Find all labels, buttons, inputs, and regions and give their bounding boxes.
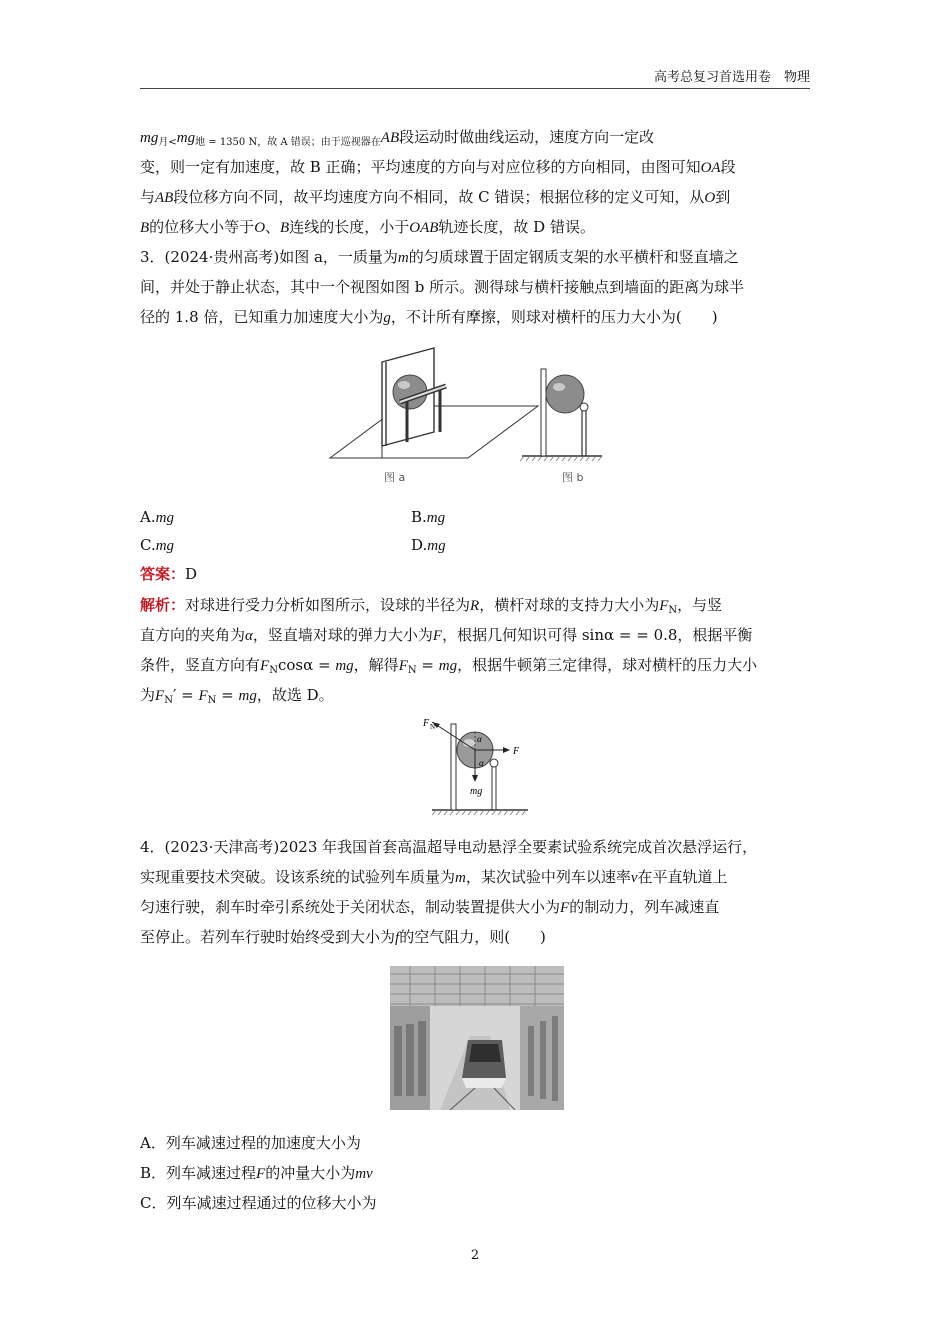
option-d: D.mg <box>411 536 446 554</box>
figure-a <box>330 348 538 484</box>
text-line: 径的 1.8 倍，已知重力加速度大小为g，不计所有摩擦，则球对横杆的压力大小为( ) <box>140 308 718 326</box>
force-analysis-diagram <box>418 714 538 818</box>
option-b: B．列车减速过程F的冲量大小为mv <box>140 1164 373 1182</box>
text-line: 直方向的夹角为α，竖直墙对球的弹力大小为F，根据几何知识可得 sinα = = 0.8，根据平衡 <box>140 626 753 644</box>
analysis-line: 解析：对球进行受力分析如图所示，设球的半径为R，横杆对球的支持力大小为$F_N$，与竖 <box>140 596 723 616</box>
label-alpha-2: α <box>479 758 484 768</box>
text-line: 与AB段位移方向不同，故平均速度方向不相同，故 C 错误；根据位移的定义可知，从O到 <box>140 188 731 206</box>
text-line: 匀速行驶，刹车时牵引系统处于关闭状态，制动装置提供大小为F的制动力，列车减速直 <box>140 898 720 916</box>
figure-b <box>520 369 602 484</box>
page-number: 2 <box>470 1248 480 1263</box>
figure-a-label: 图 a <box>384 471 406 484</box>
question-3-stem: 3．(2024·贵州高考)如图 a，一质量为m的匀质球置于固定钢质支架的水平横杆和竖直墙之 <box>140 248 739 266</box>
text-line: 至停止。若列车行驶时始终受到大小为f的空气阻力，则( ) <box>140 928 546 946</box>
question-4-stem: 4．(2023·天津高考)2023 年我国首套高温超导电动悬浮全要素试验系统完成首次悬浮运行， <box>140 838 758 856</box>
label-mg: mg <box>470 786 483 797</box>
option-a: A.mg <box>140 508 174 526</box>
option-c: C.mg <box>140 536 175 554</box>
figure-b-label: 图 b <box>562 471 584 484</box>
text-line: $mg_{月<}mg_{地 = 1350 N,故 A 错误;由于巡视器在}AB$段运动时做曲线运动，速度方向一定改 <box>140 128 655 148</box>
label-alpha: α <box>477 734 482 744</box>
option-b: B.mg <box>411 508 446 526</box>
text-line: 实现重要技术突破。设该系统的试验列车质量为m，某次试验中列车以速率v在平直轨道上 <box>140 868 728 886</box>
text-line: 间，并处于静止状态，其中一个视图如图 b 所示。测得球与横杆接触点到墙面的距离为球半 <box>140 278 745 296</box>
answer-line: 答案：D <box>140 565 198 583</box>
label-fn-sub: N <box>430 723 436 731</box>
figure-ball-on-bracket <box>320 342 620 492</box>
text-line: B的位移大小等于O、B连线的长度，小于OAB轨迹长度，故 D 错误。 <box>140 218 595 236</box>
page-header: 高考总复习首选用卷 物理 <box>140 66 810 89</box>
maglev-train-photo <box>390 966 564 1110</box>
label-fn: F <box>423 718 430 729</box>
option-a: A．列车减速过程的加速度大小为 <box>140 1134 361 1152</box>
option-c: C．列车减速过程通过的位移大小为 <box>140 1194 377 1212</box>
label-f: F <box>513 746 520 757</box>
text-line: 条件，竖直方向有$F_N\cos\alpha$ = mg，解得$F_N$ = mg，根据牛顿第三定律得，球对横杆的压力大小 <box>140 656 758 676</box>
text-line: 变，则一定有加速度，故 B 正确；平均速度的方向与对应位移的方向相同，由图可知OA段 <box>140 158 736 176</box>
text-line: 为$F_N' = F_N$ = mg，故选 D。 <box>140 686 334 706</box>
